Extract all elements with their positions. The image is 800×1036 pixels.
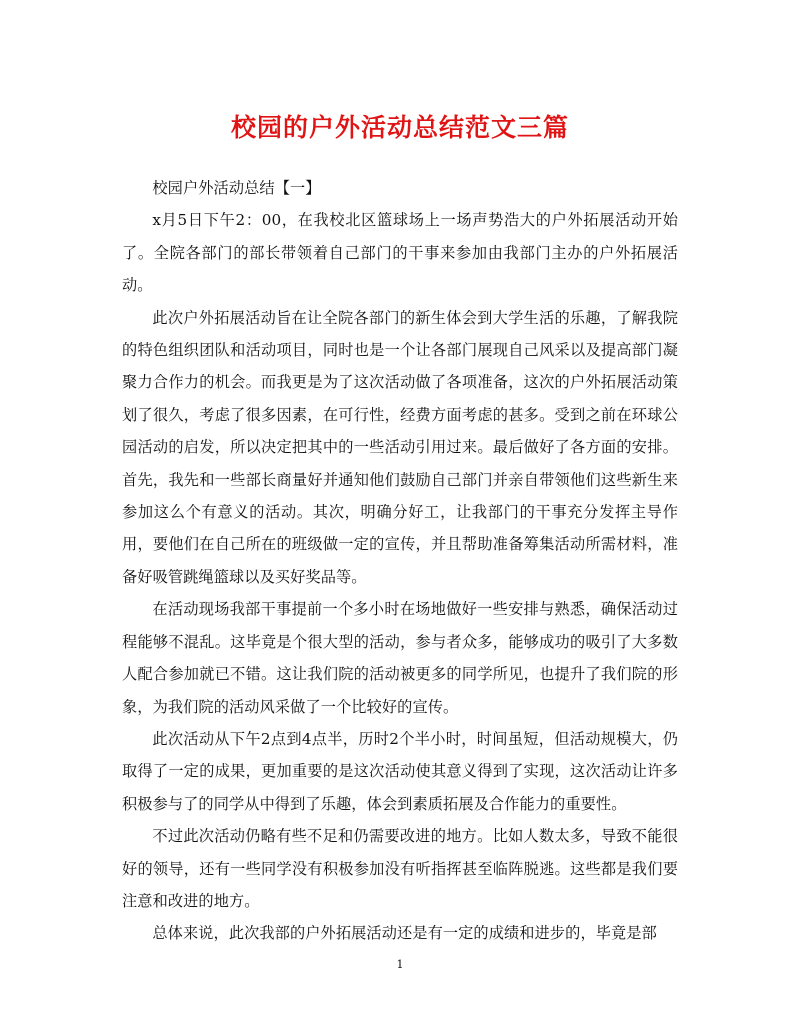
document-title: 校园的户外活动总结范文三篇 [230,113,569,142]
paragraph: 总体来说，此次我部的户外拓展活动还是有一定的成绩和进步的，毕竟是部 [152,924,657,943]
page-number: 1 [396,958,404,971]
paragraph: 此次活动从下午2点到4点半，历时2个半小时，时间虽短，但活动规模大，仍取得了一定的成果，更加重要的是这次活动使其意义得到了实现，这次活动让许多积极参与了的同学从中得到了乐趣，体会到素质拓展及合作能力的重要性。 [122,729,678,813]
paragraph: 不过此次活动仍略有些不足和仍需要改进的地方。比如人数太多，导致不能很好的领导，还有一些同学没有积极参加没有听指挥甚至临阵脱逃。这些都是我们要注意和改进的地方。 [122,827,678,910]
paragraph: 在活动现场我部干事提前一个多小时在场地做好一些安排与熟悉，确保活动过程能够不混乱。这毕竟是个很大型的活动，参与者众多，能够成功的吸引了大多数人配合参加就已不错。这让我们院的活动被更多的同学所见，也提升了我们院的形象，为我们院的活动风采做了一个比较好的宣传。 [122,600,678,716]
paragraph: x月5日下午2：00，在我校北区篮球场上一场声势浩大的户外拓展活动开始了。全院各部门的部长带领着自己部门的干事来参加由我部门主办的户外拓展活动。 [122,211,678,295]
paragraph: 此次户外拓展活动旨在让全院各部门的新生体会到大学生活的乐趣，了解我院的特色组织团队和活动项目，同时也是一个让各部门展现自己风采以及提高部门凝聚力合作力的机会。而我更是为了这次活动做了各项准备，这次的户外拓展活动策划了很久，考虑了很多因素，在可行性，经费方面考虑的甚多。受到之前在环球公园活动的启发，所以决定把其中的一些活动引用过来。最后做好了各方面的安排。首先，我先和一些部长商量好并通知他们鼓励自己部门并亲自带领他们这些新生来参加这么个有意义的活动。其次，明确分好工，让我部门的干事充分发挥主导作用，要他们在自己所在的班级做一定的宣传，并且帮助准备筹集活动所需材料，准备好吸管跳绳篮球以及买好奖品等。 [122,308,678,586]
section-heading: 校园户外活动总结【一】 [152,179,321,197]
document-body [122,172,678,950]
